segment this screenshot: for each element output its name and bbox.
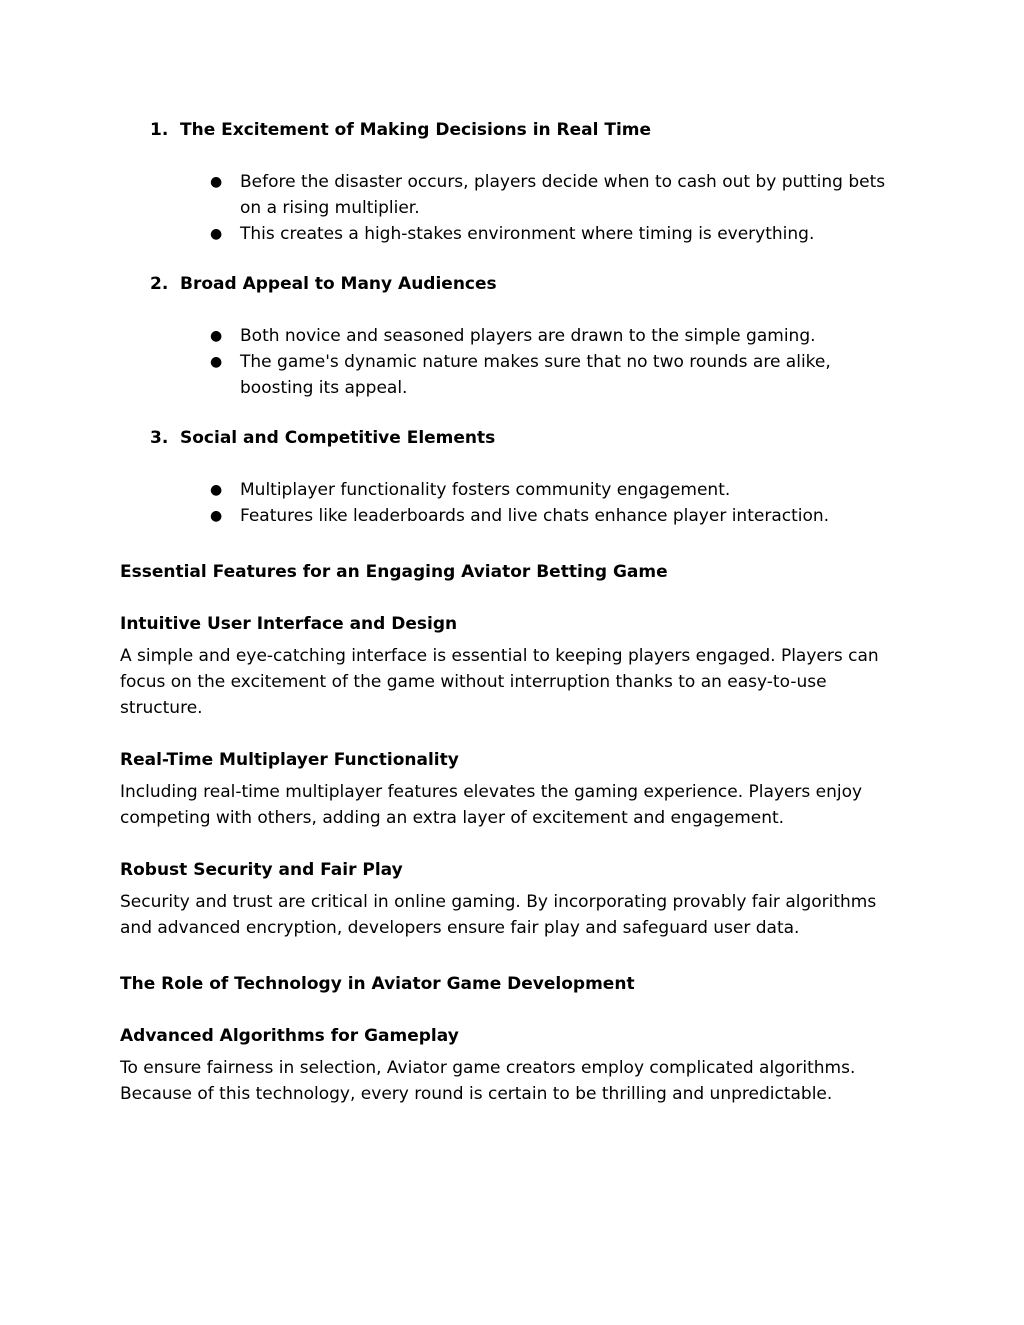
list-item-text: The game's dynamic nature makes sure that no two rounds are alike, boosting its appeal. — [240, 352, 831, 398]
numbered-heading — [150, 271, 910, 297]
list-item-text: Multiplayer functionality fosters community engagement. — [240, 480, 731, 500]
list-item-text: Before the disaster occurs, players decide when to cash out by putting bets on a rising multiplier. — [240, 172, 886, 218]
features-heading: Essential Features for an Engaging Aviator Betting Game — [120, 562, 668, 582]
list-item-text: Features like leaderboards and live chats enhance player interaction. — [240, 506, 830, 526]
section-title: Broad Appeal to Many Audiences — [180, 274, 497, 294]
technology-heading: The Role of Technology in Aviator Game Development — [120, 974, 635, 994]
list-item — [210, 221, 910, 247]
bullet-icon: ● — [210, 482, 223, 498]
feature-block — [120, 611, 910, 721]
list-number: 2. — [150, 274, 169, 294]
numbered-section-1 — [120, 117, 910, 247]
feature-heading: Intuitive User Interface and Design — [120, 614, 458, 634]
numbered-heading — [150, 425, 910, 451]
technology-text: To ensure fairness in selection, Aviator game creators employ complicated algorithms. Because of this technology, every round is certain to be thrilling and unpredictable. — [120, 1058, 856, 1104]
feature-block — [120, 857, 910, 941]
technology-subheading: Advanced Algorithms for Gameplay — [120, 1026, 459, 1046]
bullet-icon: ● — [210, 354, 223, 370]
numbered-heading — [150, 117, 910, 143]
list-item — [210, 503, 910, 529]
feature-heading: Real-Time Multiplayer Functionality — [120, 750, 459, 770]
section-title: The Excitement of Making Decisions in Real Time — [180, 120, 652, 140]
feature-heading: Robust Security and Fair Play — [120, 860, 403, 880]
list-item-text: Both novice and seasoned players are drawn to the simple gaming. — [240, 326, 816, 346]
list-item — [210, 477, 910, 503]
document-content — [120, 117, 910, 1107]
list-number: 3. — [150, 428, 169, 448]
bullet-icon: ● — [210, 508, 223, 524]
technology-block — [120, 1023, 910, 1107]
feature-text: Including real-time multiplayer features elevates the gaming experience. Players enjoy competing with others, adding an extra layer of excitement and engagement. — [120, 782, 863, 828]
list-item-text: This creates a high-stakes environment where timing is everything. — [240, 224, 815, 244]
bullet-list — [180, 169, 910, 247]
feature-block — [120, 747, 910, 831]
list-item — [210, 349, 910, 401]
feature-text: A simple and eye-catching interface is essential to keeping players engaged. Players can focus on the excitement of the game without interruption thanks to an easy-to-use structure. — [120, 646, 879, 718]
bullet-icon: ● — [210, 174, 223, 190]
bullet-icon: ● — [210, 226, 223, 242]
list-item — [210, 323, 910, 349]
list-number: 1. — [150, 120, 169, 140]
section-title: Social and Competitive Elements — [180, 428, 496, 448]
bullet-list — [180, 323, 910, 401]
bullet-list — [180, 477, 910, 529]
feature-text: Security and trust are critical in online gaming. By incorporating provably fair algorithms and advanced encryption, developers ensure fair play and safeguard user data. — [120, 892, 877, 938]
numbered-section-3 — [120, 425, 910, 529]
bullet-icon: ● — [210, 328, 223, 344]
numbered-section-2 — [120, 271, 910, 401]
list-item — [210, 169, 910, 221]
